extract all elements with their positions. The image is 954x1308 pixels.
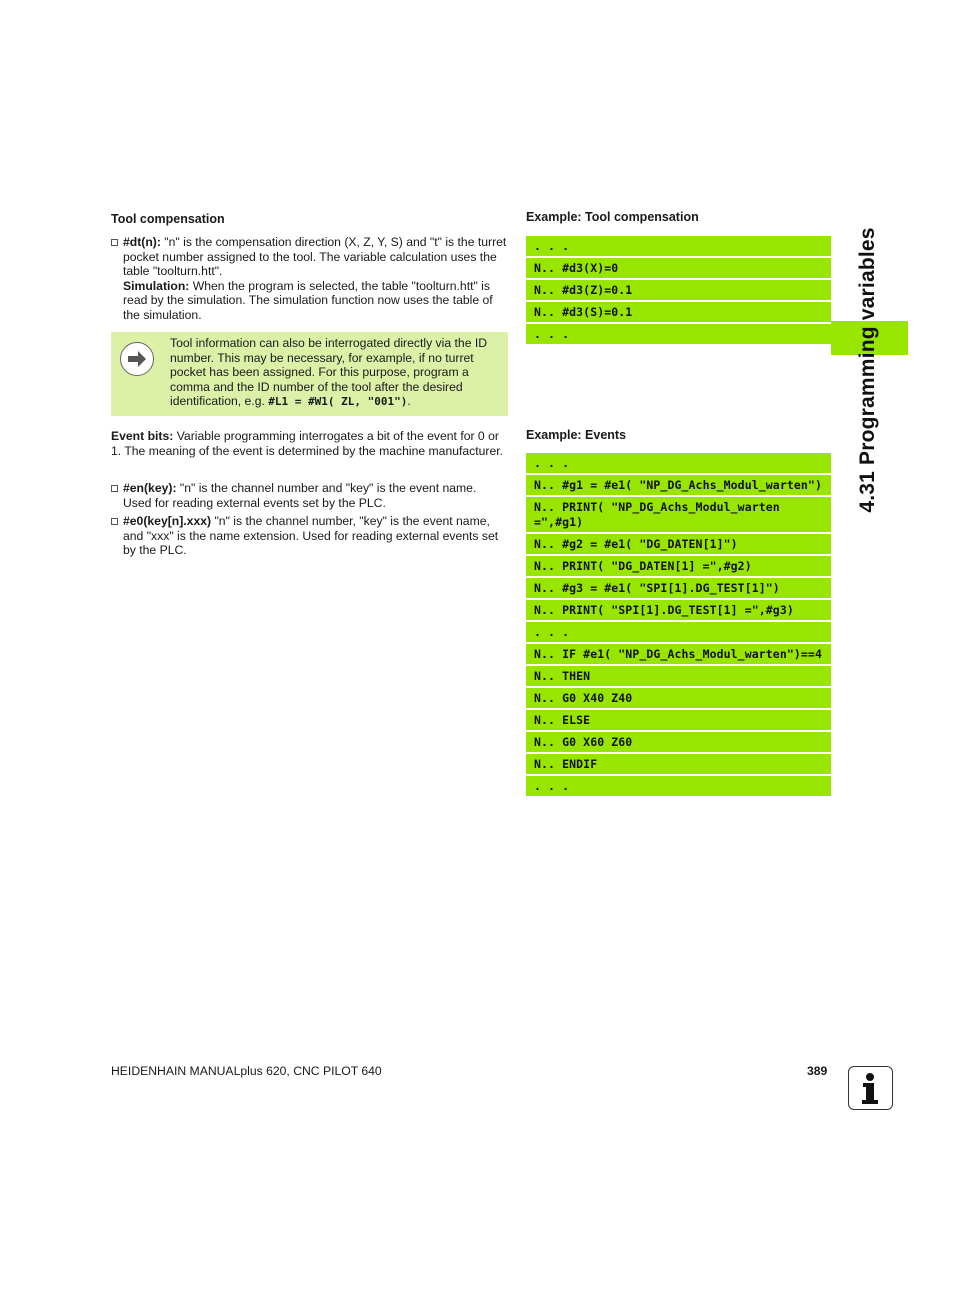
event-bits-paragraph bbox=[111, 429, 508, 458]
event-bits-text: Variable programming interrogates a bit of the event for 0 or 1. The meaning of the event is determined by the machine manufacturer. bbox=[111, 429, 504, 458]
code-row: . . . bbox=[526, 324, 831, 344]
code-row: . . . bbox=[526, 453, 831, 473]
code-row: N.. IF #e1( "NP_DG_Achs_Modul_warten")==4 bbox=[526, 644, 831, 664]
bullet-item-dt bbox=[111, 235, 508, 322]
bullet-square-icon bbox=[111, 518, 118, 525]
dt-term: #dt(n): bbox=[123, 235, 161, 249]
bullet-item-e0 bbox=[111, 514, 508, 558]
e0-term: #e0(key[n].xxx) bbox=[123, 514, 212, 528]
info-icon bbox=[848, 1066, 893, 1110]
side-section-title: 4.31 Programming variables bbox=[856, 227, 879, 513]
code-row: N.. #g3 = #e1( "SPI[1].DG_TEST[1]") bbox=[526, 578, 831, 598]
code-row: N.. PRINT( "NP_DG_Achs_Modul_warten =",#g1) bbox=[526, 497, 831, 532]
page-number: 389 bbox=[807, 1064, 828, 1078]
code-row: N.. G0 X40 Z40 bbox=[526, 688, 831, 708]
code-row: N.. PRINT( "DG_DATEN[1] =",#g2) bbox=[526, 556, 831, 576]
code-row: N.. ENDIF bbox=[526, 754, 831, 774]
note-end: . bbox=[407, 394, 411, 408]
dt-text: "n" is the compensation direction (X, Z, Y, S) and "t" is the turret pocket number assigned to the tool. The variable calculation uses the table "toolturn.htt". bbox=[123, 235, 507, 278]
code-row: N.. THEN bbox=[526, 666, 831, 686]
note-box bbox=[111, 332, 508, 416]
code-row: . . . bbox=[526, 776, 831, 796]
bullet-item-en bbox=[111, 481, 508, 510]
footer-manual-title: HEIDENHAIN MANUALplus 620, CNC PILOT 640 bbox=[111, 1064, 382, 1078]
example-tool-code bbox=[526, 236, 831, 346]
code-row: . . . bbox=[526, 622, 831, 642]
simulation-text: When the program is selected, the table "toolturn.htt" is read by the simulation. The simulation function now uses the table of the simulation. bbox=[123, 278, 493, 322]
event-bits-term: Event bits: bbox=[111, 429, 174, 443]
code-row: . . . bbox=[526, 236, 831, 256]
section-heading-tool-compensation: Tool compensation bbox=[111, 212, 225, 226]
code-row: N.. #d3(X)=0 bbox=[526, 258, 831, 278]
bullet-square-icon bbox=[111, 485, 118, 492]
en-term: #en(key): bbox=[123, 481, 177, 495]
note-text bbox=[170, 336, 500, 410]
en-text: "n" is the channel number and "key" is the event name. Used for reading external events set by the PLC. bbox=[123, 481, 477, 510]
code-row: N.. G0 X60 Z60 bbox=[526, 732, 831, 752]
e0-text: "n" is the channel number, "key" is the event name, and "xxx" is the name extension. Used for reading external events set by the PLC. bbox=[123, 514, 499, 557]
example-events-title: Example: Events bbox=[526, 428, 627, 442]
arrow-right-icon bbox=[120, 342, 154, 376]
code-row: N.. #g1 = #e1( "NP_DG_Achs_Modul_warten") bbox=[526, 475, 831, 495]
bullet-square-icon bbox=[111, 239, 118, 246]
note-code: #L1 = #W1( ZL, "001") bbox=[268, 395, 408, 408]
code-row: N.. #d3(Z)=0.1 bbox=[526, 280, 831, 300]
simulation-term: Simulation: bbox=[123, 278, 190, 293]
dt-description bbox=[111, 235, 508, 322]
code-row: N.. PRINT( "SPI[1].DG_TEST[1] =",#g3) bbox=[526, 600, 831, 620]
example-events-code bbox=[526, 453, 831, 798]
code-row: N.. #d3(S)=0.1 bbox=[526, 302, 831, 322]
example-tool-title: Example: Tool compensation bbox=[526, 210, 699, 224]
code-row: N.. #g2 = #e1( "DG_DATEN[1]") bbox=[526, 534, 831, 554]
code-row: N.. ELSE bbox=[526, 710, 831, 730]
note-body: Tool information can also be interrogated directly via the ID number. This may be necessary, for example, if no turret pocket has been assigned. For this purpose, program a comma and the ID number of the tool after the desired identification, e.g. bbox=[170, 336, 488, 408]
